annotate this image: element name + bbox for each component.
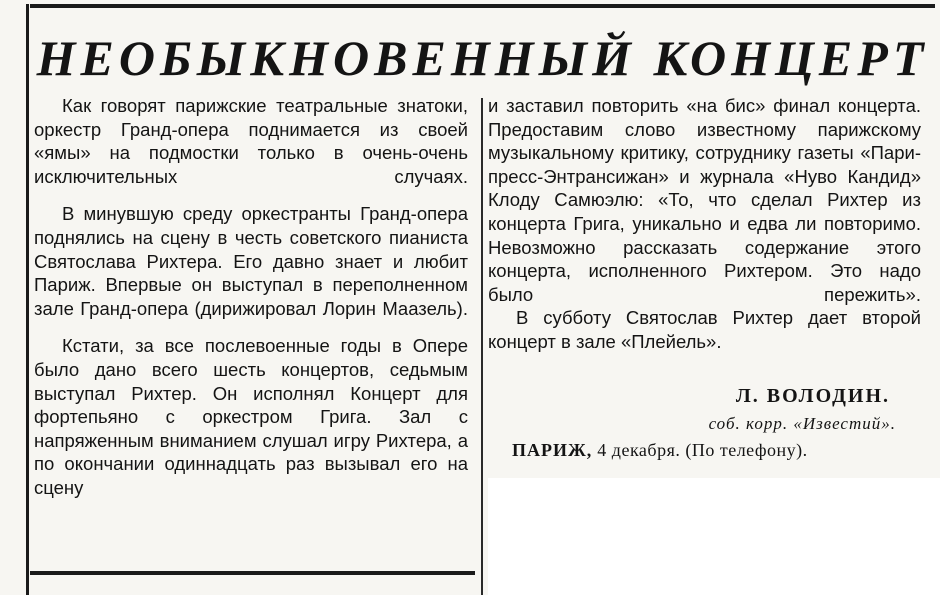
left-rule	[26, 4, 29, 595]
left-column	[34, 94, 468, 500]
blank-area	[488, 478, 940, 595]
paragraph: и заставил повторить «на бис» финал концерта. Предоставим слово известному парижскому музыкальному критику, сотруднику газеты «Пари-пресс-Энтрансижан» и журнала «Нуво Кандид» Клоду Самюэлю: «То, что сделал Рихтер из концерта Грига, уникально и едва ли повторимо. Невозможно рассказать содержание этого концерта, исполненного Рихтером. Это надо было пережить».	[488, 95, 921, 305]
correspondent-title: соб. корр. «Известий».	[708, 414, 896, 433]
dateline	[512, 440, 922, 461]
author-signature: Л. ВОЛОДИН.	[735, 385, 890, 407]
dateline-date: 4 декабря. (По телефону).	[597, 440, 808, 460]
paragraph: В субботу Святослав Рихтер дает второй концерт в зале «Плейель».	[488, 307, 921, 352]
paragraph: В минувшую среду оркестранты Гранд-опера поднялись на сцену в честь советского пианиста Святослава Рихтера. Его давно знает и любит Париж. Впервые он выступал в переполненном зале Гранд-опера (дирижировал Лорин Маазель).	[34, 203, 468, 319]
article-headline: НЕОБЫКНОВЕННЫЙ КОНЦЕРТ	[36, 30, 929, 86]
paragraph: Как говорят парижские театральные знатоки, оркестр Гранд-опера поднимается из своей «ямы» на подмостки только в очень-очень исключительных случаях.	[34, 95, 468, 187]
paragraph: Кстати, за все послевоенные годы в Опере было дано всего шесть концертов, седьмым выступал Рихтер. Он исполнял Концерт для фортепьяно с оркестром Грига. Зал с напряженным вниманием слушал игру Рихтера, а по окончании одиннадцать раз вызывал его на сцену	[34, 335, 468, 498]
top-rule	[30, 4, 935, 8]
bottom-rule	[30, 571, 475, 575]
right-column	[488, 94, 921, 354]
dateline-place: ПАРИЖ,	[512, 440, 593, 460]
column-divider	[481, 98, 483, 595]
